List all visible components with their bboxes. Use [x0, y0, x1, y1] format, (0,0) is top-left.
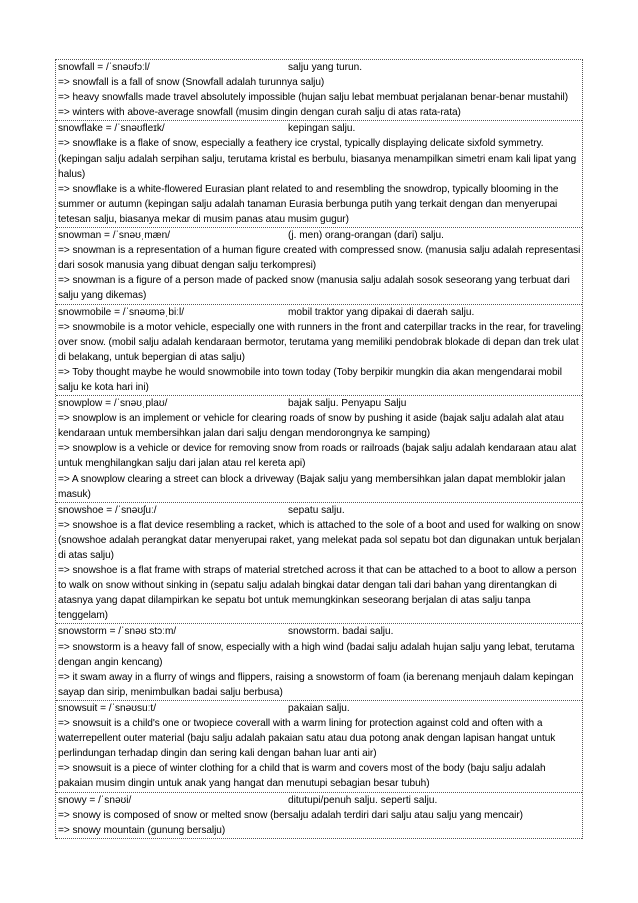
meaning: kepingan salju. — [288, 123, 356, 135]
example-line: => snowy mountain (gunung bersalju) — [58, 824, 226, 836]
example-line: => it swam away in a flurry of wings and flippers, raising a snowstorm of foam (ia berenang menjauh dalam kepingan sayap dan sirip, menimbulkan badai salju berbusa) — [58, 671, 574, 698]
example-line: => snowshoe is a flat device resembling a racket, which is attached to the sole of a boot and used for walking on snow (snowshoe adalah perangkat datar menyerupai raket, yang melekat pada sol sepatu bot dan digunakan untuk berjalan di atas salju) — [58, 519, 581, 561]
example-line: => snowflake is a flake of snow, especially a feathery ice crystal, typically displaying delicate sixfold symmetry. (kepingan salju adalah serpihan salju, terutama kristal es berbulu, biasanya menampilkan simetri enam kali lipat yang halus) — [58, 138, 577, 180]
example-line: => snowstorm is a heavy fall of snow, especially with a high wind (badai salju adalah hujan salju yang lebat, terutama dengan angin kencang) — [58, 641, 575, 668]
headword: snowfall = /ˈsnəʊfɔːl/ — [58, 62, 150, 73]
dictionary-entry — [56, 503, 582, 625]
dictionary-entry — [56, 228, 582, 304]
example-line: => snowmobile is a motor vehicle, especially one with runners in the front and caterpillar tracks in the rear, for traveling over snow. (mobil salju adalah kendaraan bermotor, terutama yang memiliki pendobrak blokade di depan dan trek ulat di belakang, untuk bepergian di atas salju) — [58, 321, 581, 363]
meaning: pakaian salju. — [288, 702, 350, 714]
dictionary-entry — [56, 121, 582, 228]
dictionary-entry — [56, 60, 582, 121]
entry-header — [58, 503, 581, 518]
dictionary-entry — [56, 305, 582, 397]
headword: snowy = /ˈsnəʊi/ — [58, 794, 132, 806]
example-line: => snowy is composed of snow or melted snow (bersalju adalah terdiri dari salju atau salju yang mencair) — [58, 809, 523, 821]
meaning: salju yang turun. — [288, 62, 363, 73]
entry-header — [58, 701, 581, 716]
example-line: => snowshoe is a flat frame with straps of material stretched across it that can be attached to a boot to allow a person to walk on snow without sinking in (sepatu salju adalah bingkai datar dengan tali dari bahan yang direntangkan di atasnya yang dapat dilampirkan ke sepatu bot untuk memungkinkan seseorang berjalan di atas salju tanpa tenggelam) — [58, 565, 577, 622]
example-line: => snowfall is a fall of snow (Snowfall adalah turunnya salju) — [58, 77, 325, 89]
meaning: sepatu salju. — [288, 504, 345, 516]
dictionary-entry — [56, 793, 582, 839]
example-line: => snowman is a figure of a person made of packed snow (manusia salju adalah sosok seseorang yang terbuat dari salju yang dikemas) — [58, 275, 570, 302]
headword: snowman = /ˈsnəʊˌmæn/ — [58, 230, 171, 242]
example-line: => snowplow is an implement or vehicle for clearing roads of snow by pushing it aside (bajak salju adalah alat atau kendaraan untuk membersihkan jalan dari salju dengan mendorongnya ke samping) — [58, 413, 564, 440]
example-line: => snowsuit is a child's one or twopiece coverall with a warm lining for protection against cold and often with a waterrepellent outer material (baju salju adalah pakaian satu atau dua potong anak dengan lapisan hangat untuk perlindungan terhadap dingin dan sering kali dengan bahan luar anti air) — [58, 718, 556, 760]
example-line: => Toby thought maybe he would snowmobile into town today (Toby berpikir mungkin dia akan mengendarai mobil salju ke kota hari ini) — [58, 366, 562, 393]
example-line: => snowsuit is a piece of winter clothing for a child that is warm and covers most of the body (baju salju adalah pakaian musim dingin untuk anak yang hangat dan menutupi sebagian besar tubuh) — [58, 763, 546, 790]
meaning: bajak salju. Penyapu Salju — [288, 398, 407, 410]
entry-header — [58, 624, 581, 639]
meaning: (j. men) orang-orangan (dari) salju. — [288, 230, 444, 242]
dictionary-table — [55, 59, 583, 839]
dictionary-entry — [56, 701, 582, 793]
entry-header — [58, 396, 581, 411]
example-line: => snowman is a representation of a human figure created with compressed snow. (manusia salju adalah representasi dari sosok manusia yang dibuat dengan salju terkompresi) — [58, 245, 581, 272]
meaning: ditutupi/penuh salju. seperti salju. — [288, 794, 438, 806]
example-line: => heavy snowfalls made travel absolutely impossible (hujan salju lebat membuat perjalanan benar-benar mustahil) — [58, 92, 569, 104]
meaning: mobil traktor yang dipakai di daerah salju. — [288, 306, 475, 318]
example-line: => snowflake is a white-flowered Eurasian plant related to and resembling the snowdrop, typically blooming in the summer or autumn (kepingan salju adalah tanaman Eurasia berbunga putih yang terkait dengan dan menyerupai tetesan salju, biasanya mekar di musim panas atau musim gugur) — [58, 183, 559, 225]
meaning: snowstorm. badai salju. — [288, 626, 394, 638]
headword: snowshoe = /ˈsnəʊʃuː/ — [58, 504, 157, 516]
entry-header — [58, 60, 581, 75]
dictionary-entry — [56, 624, 582, 700]
entry-header — [58, 121, 581, 136]
entry-header — [58, 793, 581, 808]
dictionary-entry — [56, 396, 582, 503]
headword: snowflake = /ˈsnəʊfleɪk/ — [58, 123, 165, 135]
headword: snowstorm = /ˈsnəʊ stɔːm/ — [58, 626, 177, 638]
headword: snowmobile = /ˈsnəʊməˌbiːl/ — [58, 306, 185, 318]
example-line: => winters with above-average snowfall (musim dingin dengan curah salju di atas rata-rata) — [58, 107, 461, 119]
example-line: => snowplow is a vehicle or device for removing snow from roads or railroads (bajak salju adalah kendaraan atau alat untuk menghilangkan salju dari jalan atau rel kereta api) — [58, 443, 577, 470]
entry-header — [58, 305, 581, 320]
example-line: => A snowplow clearing a street can block a driveway (Bajak salju yang membersihkan jalan dapat memblokir jalan masuk) — [58, 473, 566, 500]
entry-header — [58, 228, 581, 243]
headword: snowplow = /ˈsnəʊˌplaʊ/ — [58, 398, 168, 410]
headword: snowsuit = /ˈsnəʊsuːt/ — [58, 702, 157, 714]
